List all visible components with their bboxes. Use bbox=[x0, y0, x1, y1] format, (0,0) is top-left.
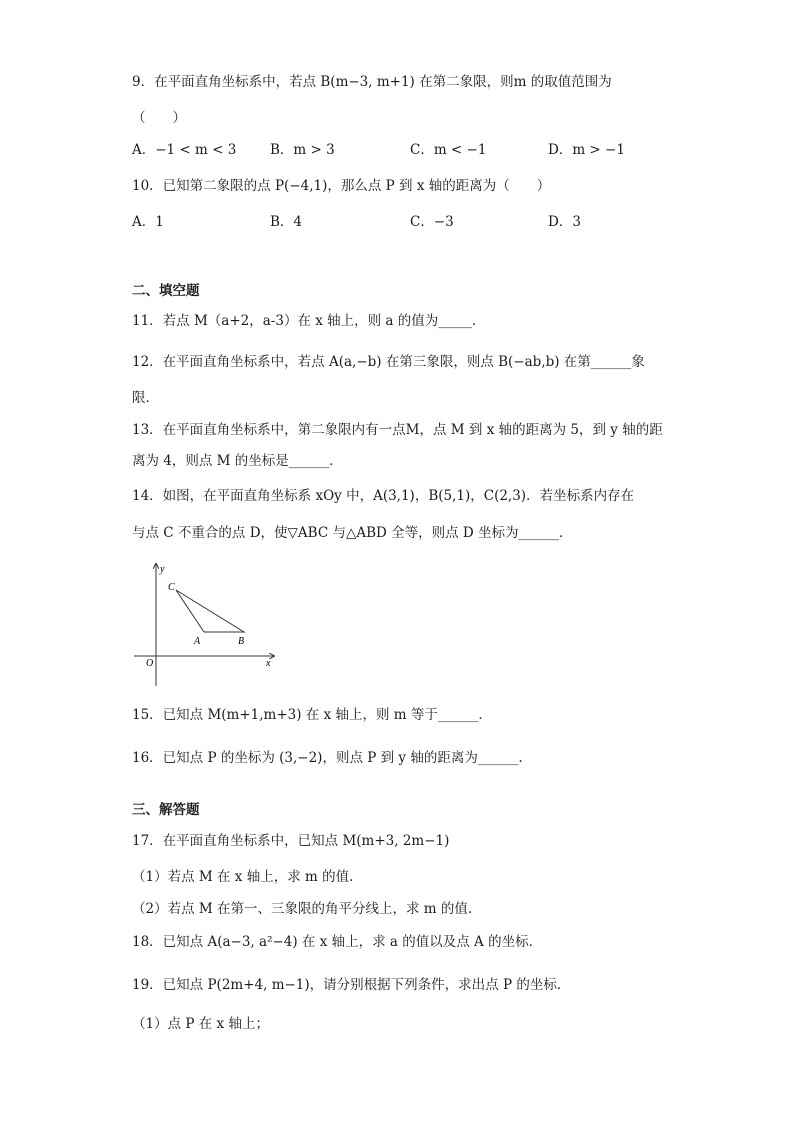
question-14-line-1: 14．如图，在平面直角坐标系 xOy 中，A(3,1)，B(5,1)，C(2,3)．若坐标系内存在 bbox=[132, 488, 635, 504]
question-12-line-2: 限． bbox=[132, 390, 159, 406]
question-11: 11．若点 M（a+2，a-3）在 x 轴上，则 a 的值为_____． bbox=[132, 313, 486, 329]
question-10-option-c: C．−3 bbox=[410, 214, 454, 230]
question-10-option-d: D．3 bbox=[548, 214, 581, 230]
question-10-option-b: B．4 bbox=[270, 214, 303, 230]
label-b: B bbox=[238, 636, 245, 647]
label-a: A bbox=[194, 636, 201, 647]
question-10-stem: 10．已知第二象限的点 P(−4,1)，那么点 P 到 x 轴的距离为（ ） bbox=[132, 178, 551, 194]
question-18: 18．已知点 A(a−3, a²−4) 在 x 轴上，求 a 的值以及点 A 的坐标． bbox=[132, 934, 543, 950]
triangle-abc bbox=[176, 590, 244, 632]
question-15: 15．已知点 M(m+1,m+3) 在 x 轴上，则 m 等于______． bbox=[132, 707, 492, 723]
label-y: y bbox=[160, 564, 165, 575]
question-9-option-c: C．m < −1 bbox=[410, 142, 487, 158]
triangle-diagram bbox=[128, 560, 288, 690]
label-x: x bbox=[266, 658, 271, 669]
question-13-line-2: 离为 4，则点 M 的坐标是______． bbox=[132, 453, 343, 469]
question-19-part-1: （1）点 P 在 x 轴上； bbox=[132, 1016, 269, 1032]
question-9-stem: 9．在平面直角坐标系中，若点 B(m−3, m+1) 在第二象限，则m 的取值范围为 bbox=[132, 74, 612, 90]
question-9-option-b: B．m > 3 bbox=[270, 142, 335, 158]
coordinate-figure bbox=[128, 560, 288, 694]
section-2-heading: 二、填空题 bbox=[132, 283, 200, 299]
question-13-line-1: 13．在平面直角坐标系中，第二象限内有一点M，点 M 到 x 轴的距离为 5，到 y 轴的距 bbox=[132, 422, 663, 438]
question-17: 17．在平面直角坐标系中，已知点 M(m+3, 2m−1) bbox=[132, 833, 450, 849]
label-origin: O bbox=[146, 658, 154, 669]
question-9-option-d: D．m > −1 bbox=[548, 142, 625, 158]
section-3-heading: 三、解答题 bbox=[132, 802, 200, 818]
label-c: C bbox=[168, 582, 175, 593]
question-12-line-1: 12．在平面直角坐标系中，若点 A(a,−b) 在第三象限，则点 B(−ab,b) 在第______象 bbox=[132, 354, 645, 370]
question-16: 16．已知点 P 的坐标为 (3,−2)，则点 P 到 y 轴的距离为______. bbox=[132, 750, 523, 766]
question-9-option-a: A．−1 < m < 3 bbox=[132, 142, 237, 158]
question-10-option-a: A．1 bbox=[132, 214, 164, 230]
question-14-line-2: 与点 C 不重合的点 D，使▽ABC 与△ABD 全等，则点 D 坐标为______． bbox=[132, 525, 573, 541]
question-19: 19．已知点 P(2m+4, m−1)，请分别根据下列条件，求出点 P 的坐标． bbox=[132, 977, 571, 993]
question-17-part-1: （1）若点 M 在 x 轴上，求 m 的值. bbox=[132, 869, 354, 885]
question-9-answer-paren: （ ） bbox=[132, 110, 186, 126]
question-17-part-2: （2）若点 M 在第一、三象限的角平分线上，求 m 的值. bbox=[132, 901, 473, 917]
